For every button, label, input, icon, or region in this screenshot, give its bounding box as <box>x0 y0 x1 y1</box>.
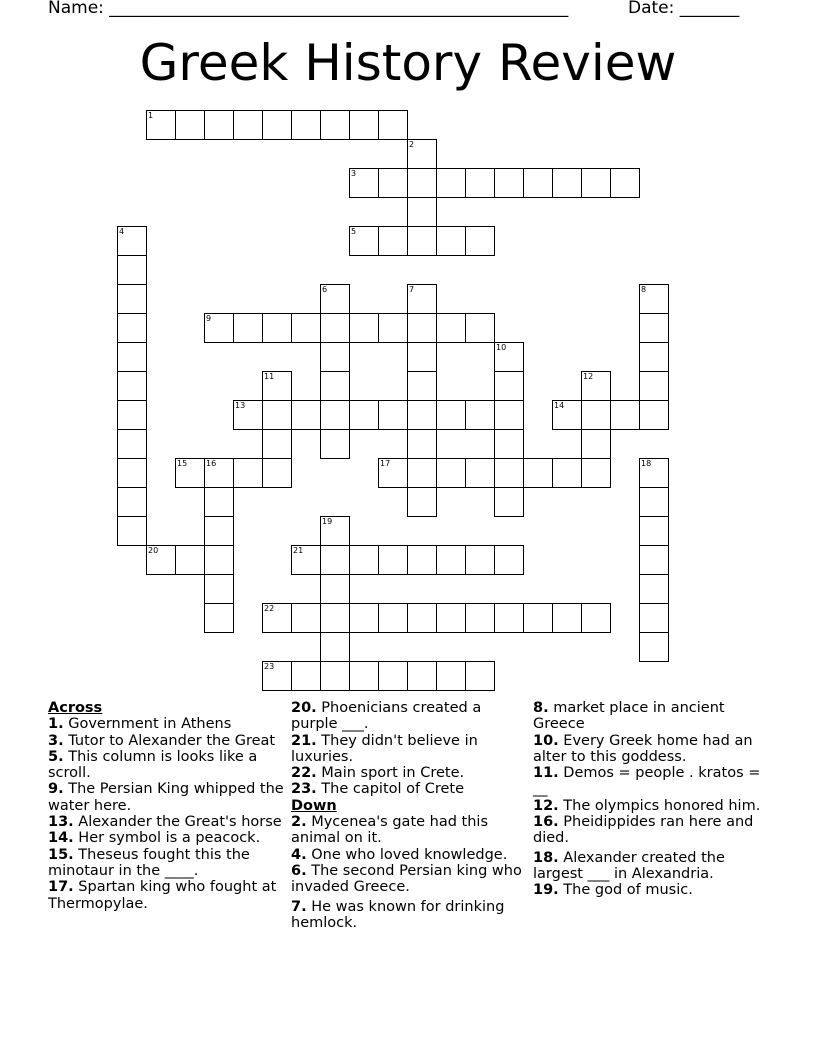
grid-cell[interactable] <box>378 110 408 140</box>
clue-text: Tutor to Alexander the Great <box>68 732 276 749</box>
grid-cell[interactable] <box>378 661 408 691</box>
clue-item <box>291 700 531 733</box>
clue-number-label: 3 <box>351 169 357 178</box>
grid-cell[interactable] <box>494 371 524 401</box>
grid-cell[interactable] <box>465 458 495 488</box>
clue-number-label: 19 <box>322 517 333 526</box>
clue-number: 18. <box>533 849 559 866</box>
clue-number-label: 8 <box>641 285 647 294</box>
grid-cell[interactable] <box>320 110 350 140</box>
clue-text: Main sport in Crete. <box>321 765 465 782</box>
clue-number: 13. <box>48 814 74 831</box>
clue-number-label: 6 <box>322 285 328 294</box>
clue-text: The olympics honored him. <box>563 797 761 814</box>
clue-item <box>533 882 773 898</box>
grid-cell[interactable] <box>639 313 669 343</box>
grid-cell[interactable] <box>407 197 437 227</box>
grid-cell[interactable] <box>378 313 408 343</box>
grid-cell[interactable] <box>262 458 292 488</box>
grid-cell[interactable] <box>291 110 321 140</box>
clue-text: Alexander the Great's horse <box>78 814 282 831</box>
clue-item <box>533 765 773 798</box>
clue-text: One who loved knowledge. <box>311 846 508 863</box>
grid-cell[interactable] <box>291 603 321 633</box>
grid-cell[interactable] <box>407 168 437 198</box>
grid-cell[interactable] <box>639 545 669 575</box>
grid-cell[interactable] <box>436 661 466 691</box>
clue-number-label: 10 <box>496 343 507 352</box>
across-heading: Across <box>48 700 103 716</box>
grid-cell[interactable] <box>378 603 408 633</box>
grid-cell[interactable] <box>175 110 205 140</box>
grid-cell[interactable] <box>349 110 379 140</box>
grid-cell[interactable] <box>407 400 437 430</box>
clue-item <box>48 814 288 830</box>
clues-column-1 <box>48 700 288 912</box>
clue-text: The second Persian king who invaded Greece. <box>291 862 522 896</box>
clue-item <box>533 850 773 883</box>
clue-number: 9. <box>48 781 64 798</box>
clue-text: This column is looks like a scroll. <box>48 748 258 782</box>
clue-item <box>291 863 531 896</box>
clue-item <box>533 798 773 814</box>
grid-cell[interactable] <box>262 400 292 430</box>
grid-cell[interactable] <box>262 429 292 459</box>
clue-text: market place in ancient Greece <box>533 700 725 733</box>
clue-number-label: 15 <box>177 459 188 468</box>
clue-text: They didn't believe in luxuries. <box>291 732 478 765</box>
grid-cell[interactable] <box>117 400 147 430</box>
clue-item <box>291 733 531 766</box>
grid-cell[interactable] <box>581 429 611 459</box>
clue-number: 22. <box>291 765 317 782</box>
clue-number: 20. <box>291 700 317 716</box>
grid-cell[interactable] <box>639 400 669 430</box>
grid-cell[interactable] <box>320 603 350 633</box>
grid-cell[interactable] <box>639 632 669 662</box>
clue-text: Theseus fought this the minotaur in the ____. <box>48 846 250 879</box>
grid-cell[interactable] <box>117 458 147 488</box>
clue-item <box>291 765 531 781</box>
grid-cell[interactable] <box>639 342 669 372</box>
grid-cell[interactable] <box>494 603 524 633</box>
clue-number: 17. <box>48 879 74 896</box>
grid-cell[interactable] <box>291 313 321 343</box>
grid-cell[interactable] <box>407 487 437 517</box>
clue-number: 5. <box>48 748 64 765</box>
grid-cell[interactable] <box>552 603 582 633</box>
clue-number: 21. <box>291 732 317 749</box>
grid-cell[interactable] <box>320 400 350 430</box>
clue-text: The god of music. <box>563 882 693 899</box>
grid-cell[interactable] <box>117 284 147 314</box>
grid-cell[interactable] <box>494 429 524 459</box>
grid-cell[interactable] <box>581 603 611 633</box>
clue-item <box>48 716 288 732</box>
clue-number-label: 21 <box>293 546 304 555</box>
grid-cell[interactable] <box>494 545 524 575</box>
clue-number: 6. <box>291 862 307 879</box>
grid-cell[interactable] <box>233 458 263 488</box>
grid-cell[interactable] <box>320 632 350 662</box>
grid-cell[interactable] <box>494 400 524 430</box>
clue-item <box>291 847 531 863</box>
grid-cell[interactable] <box>407 429 437 459</box>
grid-cell[interactable] <box>349 661 379 691</box>
grid-cell[interactable] <box>320 313 350 343</box>
clue-text: Government in Athens <box>68 716 232 733</box>
grid-cell[interactable] <box>407 458 437 488</box>
clue-number-label: 11 <box>264 372 275 381</box>
grid-cell[interactable] <box>204 603 234 633</box>
clue-text: Phoenicians created a purple ___. <box>291 700 482 733</box>
grid-cell[interactable] <box>320 661 350 691</box>
grid-cell[interactable] <box>639 603 669 633</box>
grid-cell[interactable] <box>639 516 669 546</box>
grid-cell[interactable] <box>465 226 495 256</box>
clue-number: 3. <box>48 732 64 749</box>
grid-cell[interactable] <box>378 226 408 256</box>
grid-cell[interactable] <box>233 313 263 343</box>
clue-text: Demos = people . kratos = __ <box>533 765 761 798</box>
clue-number: 15. <box>48 846 74 863</box>
grid-cell[interactable] <box>465 545 495 575</box>
clue-number: 11. <box>533 765 559 782</box>
grid-cell[interactable] <box>523 458 553 488</box>
clue-item <box>533 814 773 847</box>
grid-cell[interactable] <box>320 545 350 575</box>
clue-text: The capitol of Crete <box>321 781 465 798</box>
grid-cell[interactable] <box>320 574 350 604</box>
grid-cell[interactable] <box>523 603 553 633</box>
grid-cell[interactable] <box>378 545 408 575</box>
grid-cell[interactable] <box>291 400 321 430</box>
clue-item <box>291 899 531 932</box>
clue-number: 1. <box>48 716 64 733</box>
clue-number-label: 20 <box>148 546 159 555</box>
grid-cell[interactable] <box>407 226 437 256</box>
grid-cell[interactable] <box>610 168 640 198</box>
grid-cell[interactable] <box>465 168 495 198</box>
clue-text: Alexander created the largest ___ in Alexandria. <box>533 849 725 882</box>
grid-cell[interactable] <box>523 168 553 198</box>
clue-number-label: 13 <box>235 401 246 410</box>
grid-cell[interactable] <box>117 516 147 546</box>
grid-cell[interactable] <box>436 226 466 256</box>
grid-cell[interactable] <box>639 574 669 604</box>
clue-item <box>533 733 773 766</box>
grid-cell[interactable] <box>407 545 437 575</box>
clue-item <box>48 879 288 912</box>
grid-cell[interactable] <box>436 313 466 343</box>
grid-cell[interactable] <box>494 168 524 198</box>
grid-cell[interactable] <box>204 487 234 517</box>
grid-cell[interactable] <box>465 400 495 430</box>
grid-cell[interactable] <box>117 255 147 285</box>
clue-item <box>48 847 288 880</box>
clue-item <box>48 830 288 846</box>
clue-text: Mycenea's gate had this animal on it. <box>291 814 489 847</box>
clue-item <box>533 700 773 733</box>
grid-cell[interactable] <box>465 661 495 691</box>
clue-number: 2. <box>291 814 307 831</box>
grid-cell[interactable] <box>494 487 524 517</box>
clue-number: 23. <box>291 781 317 798</box>
clue-number: 16. <box>533 814 559 831</box>
grid-cell[interactable] <box>117 313 147 343</box>
clue-number-label: 2 <box>409 140 415 149</box>
clue-number: 14. <box>48 830 74 847</box>
grid-cell[interactable] <box>349 603 379 633</box>
clues-column-3 <box>533 700 773 899</box>
clue-item <box>48 781 288 814</box>
grid-cell[interactable] <box>320 429 350 459</box>
grid-cell[interactable] <box>436 168 466 198</box>
grid-cell[interactable] <box>204 545 234 575</box>
clue-number: 7. <box>291 898 307 915</box>
page-title: Greek History Review <box>139 34 677 92</box>
clue-number: 19. <box>533 882 559 899</box>
clue-number-label: 5 <box>351 227 357 236</box>
grid-cell[interactable] <box>262 110 292 140</box>
grid-cell[interactable] <box>320 371 350 401</box>
grid-cell[interactable] <box>117 487 147 517</box>
clue-number-label: 18 <box>641 459 652 468</box>
grid-cell[interactable] <box>436 545 466 575</box>
clue-number-label: 14 <box>554 401 565 410</box>
grid-cell[interactable] <box>581 168 611 198</box>
grid-cell[interactable] <box>204 110 234 140</box>
grid-cell[interactable] <box>175 545 205 575</box>
clue-item <box>291 781 531 797</box>
clue-number-label: 17 <box>380 459 391 468</box>
grid-cell[interactable] <box>552 168 582 198</box>
down-heading: Down <box>291 797 337 814</box>
clue-item <box>291 814 531 847</box>
grid-cell[interactable] <box>407 603 437 633</box>
grid-cell[interactable] <box>117 429 147 459</box>
grid-cell[interactable] <box>233 110 263 140</box>
grid-cell[interactable] <box>349 400 379 430</box>
grid-cell[interactable] <box>552 458 582 488</box>
grid-cell[interactable] <box>117 371 147 401</box>
grid-cell[interactable] <box>349 313 379 343</box>
grid-cell[interactable] <box>581 400 611 430</box>
grid-cell[interactable] <box>610 400 640 430</box>
clue-item <box>48 749 288 782</box>
grid-cell[interactable] <box>291 661 321 691</box>
clue-number: 10. <box>533 732 559 749</box>
date-field[interactable]: Date: _______ <box>628 0 740 18</box>
clue-text: Her symbol is a peacock. <box>78 830 261 847</box>
clue-number-label: 12 <box>583 372 594 381</box>
grid-cell[interactable] <box>407 313 437 343</box>
clue-item <box>48 733 288 749</box>
clue-text: Every Greek home had an alter to this goddess. <box>533 732 753 765</box>
grid-cell[interactable] <box>262 313 292 343</box>
clue-text: He was known for drinking hemlock. <box>291 898 505 931</box>
name-field[interactable]: Name: ______________________________________________________ <box>48 0 569 18</box>
grid-cell[interactable] <box>349 545 379 575</box>
grid-cell[interactable] <box>436 458 466 488</box>
grid-cell[interactable] <box>465 313 495 343</box>
clue-number: 4. <box>291 846 307 863</box>
grid-cell[interactable] <box>407 342 437 372</box>
grid-cell[interactable] <box>465 603 495 633</box>
grid-cell[interactable] <box>639 371 669 401</box>
grid-cell[interactable] <box>204 516 234 546</box>
clue-number-label: 1 <box>148 111 154 120</box>
grid-cell[interactable] <box>494 458 524 488</box>
clue-number-label: 9 <box>206 314 212 323</box>
grid-cell[interactable] <box>581 458 611 488</box>
clues-column-2 <box>291 700 531 931</box>
grid-cell[interactable] <box>117 342 147 372</box>
grid-cell[interactable] <box>204 574 234 604</box>
clue-number: 8. <box>533 700 549 716</box>
clue-text: Pheidippides ran here and died. <box>533 814 754 847</box>
grid-cell[interactable] <box>407 661 437 691</box>
grid-cell[interactable] <box>436 603 466 633</box>
clue-text: The Persian King whipped the water here. <box>48 781 284 814</box>
grid-cell[interactable] <box>378 168 408 198</box>
clue-number-label: 7 <box>409 285 415 294</box>
grid-cell[interactable] <box>378 400 408 430</box>
clue-number: 12. <box>533 797 559 814</box>
grid-cell[interactable] <box>320 342 350 372</box>
grid-cell[interactable] <box>407 371 437 401</box>
clue-number-label: 23 <box>264 662 275 671</box>
grid-cell[interactable] <box>436 400 466 430</box>
clue-number-label: 22 <box>264 604 275 613</box>
clue-number-label: 4 <box>119 227 125 236</box>
grid-cell[interactable] <box>639 487 669 517</box>
clue-number-label: 16 <box>206 459 217 468</box>
clue-text: Spartan king who fought at Thermopylae. <box>48 879 277 912</box>
